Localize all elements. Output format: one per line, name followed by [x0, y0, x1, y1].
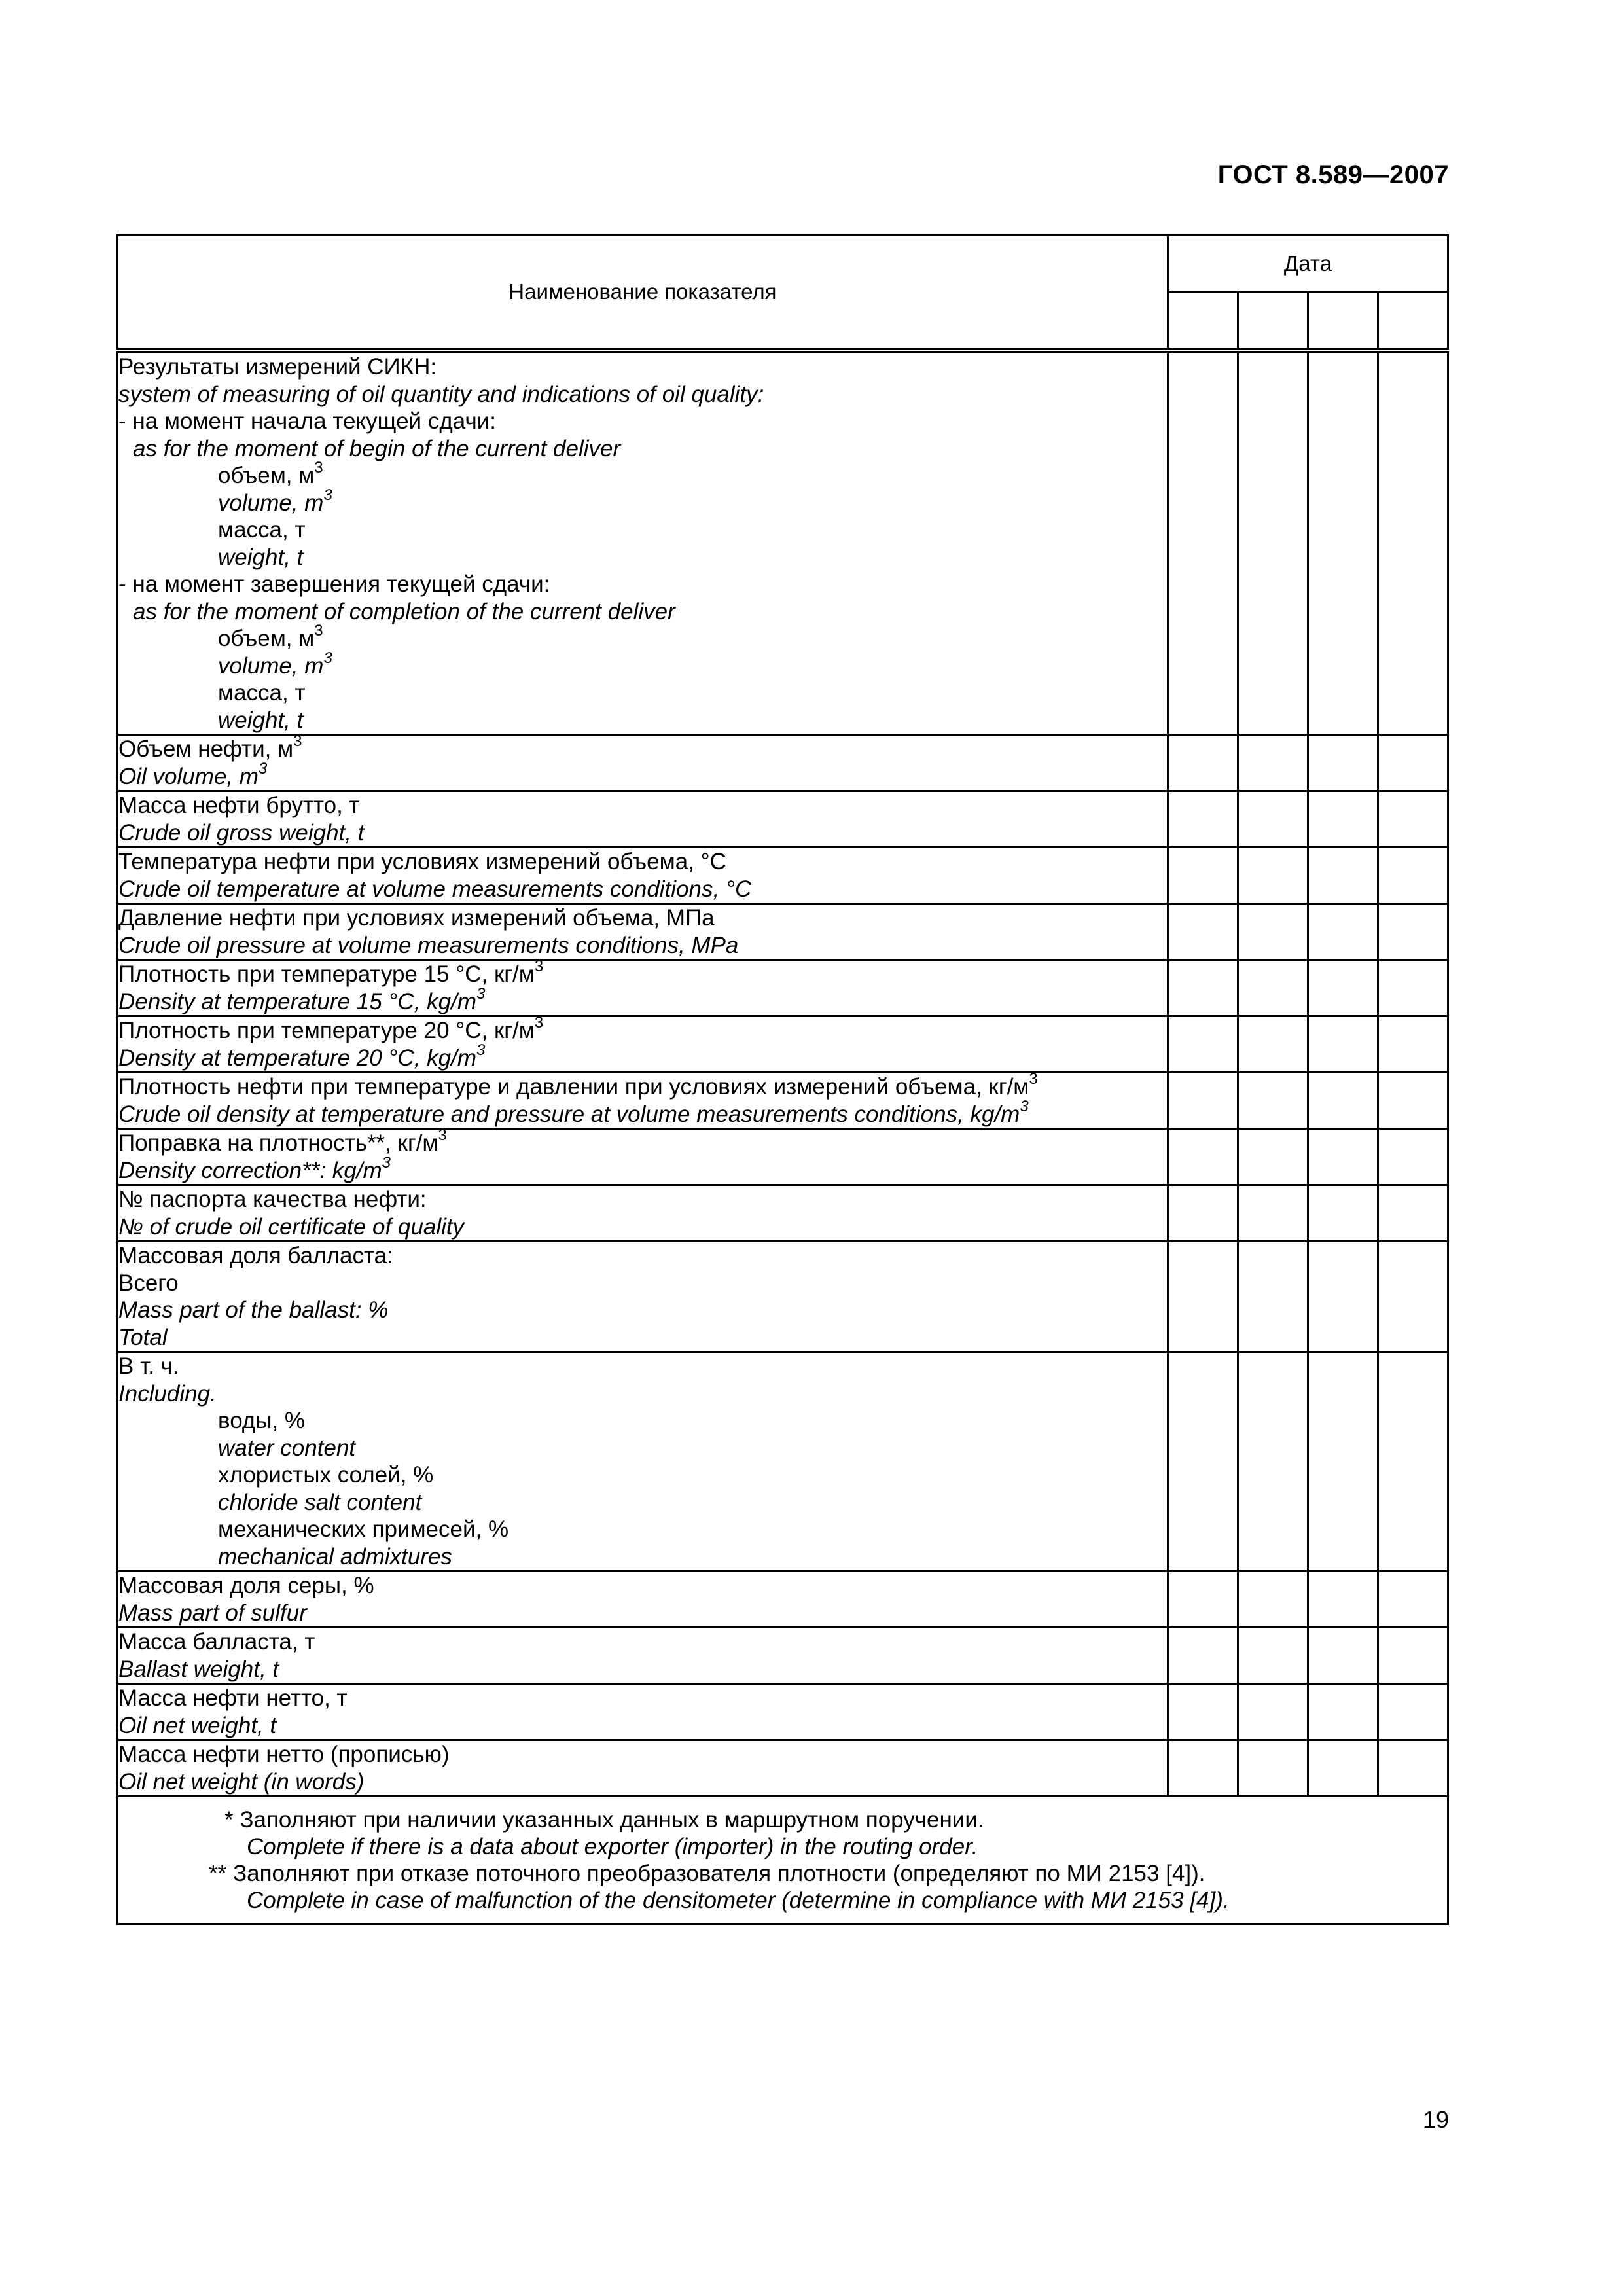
indicator-label-ru	[118, 571, 1167, 598]
table-row	[118, 1352, 1448, 1571]
indicator-label-text: Результаты измерений СИКН:	[118, 354, 437, 380]
indicator-label-text: weight, t	[218, 707, 304, 733]
indicator-label-en	[118, 1768, 1167, 1796]
indicator-label-ru	[118, 958, 1167, 988]
indicator-name-cell	[118, 1242, 1168, 1352]
footnote-2-ru: ** Заполняют при отказе поточного преобразователя плотности (определяют по МИ 2153 [4]).	[209, 1861, 1205, 1886]
date-value-cell[interactable]	[1308, 1073, 1378, 1129]
date-value-cell[interactable]	[1308, 351, 1378, 735]
indicator-label-text: as for the moment of begin of the current deliver	[133, 435, 621, 461]
indicator-name-cell	[118, 1628, 1168, 1684]
date-value-cell[interactable]	[1168, 960, 1238, 1016]
footnotes-cell	[118, 1797, 1448, 1924]
indicator-label-text: Давление нефти при условиях измерений объема, МПа	[118, 905, 715, 931]
page-number: 19	[1422, 2106, 1449, 2133]
date-value-cell[interactable]	[1378, 1129, 1448, 1185]
indicator-label-ru	[118, 1270, 1167, 1297]
date-value-cell[interactable]	[1308, 1185, 1378, 1242]
indicator-label-ru	[118, 1628, 1167, 1656]
unit-exponent: 3	[323, 649, 332, 667]
indicator-label-ru	[118, 1353, 1167, 1380]
date-value-cell[interactable]	[1238, 1628, 1308, 1684]
indicator-label-en	[118, 649, 1167, 680]
indicator-label-text: weight, t	[218, 544, 304, 570]
indicator-label-ru	[118, 1242, 1167, 1270]
indicator-label-ru	[118, 408, 1167, 435]
indicators-table	[116, 234, 1449, 1925]
indicator-name-cell	[118, 1684, 1168, 1740]
indicator-label-en	[118, 1153, 1167, 1185]
indicator-label-ru	[118, 792, 1167, 819]
date-column-4-header	[1378, 292, 1448, 351]
date-value-cell[interactable]	[1238, 1185, 1308, 1242]
table-row	[118, 1684, 1448, 1740]
indicator-label-ru	[118, 679, 1167, 707]
indicator-name-cell	[118, 1740, 1168, 1797]
indicator-label-ru	[118, 1407, 1167, 1435]
indicator-label-text: Oil net weight (in words)	[118, 1768, 365, 1795]
table-row	[118, 791, 1448, 848]
date-value-cell[interactable]	[1378, 1684, 1448, 1740]
date-value-cell[interactable]	[1308, 1684, 1378, 1740]
date-value-cell[interactable]	[1168, 1185, 1238, 1242]
date-value-cell[interactable]	[1308, 791, 1378, 848]
indicator-label-text: volume, m	[218, 490, 324, 516]
indicator-label-text: Including.	[118, 1380, 217, 1407]
date-value-cell[interactable]	[1168, 1684, 1238, 1740]
table-header-row	[118, 236, 1448, 292]
indicator-label-en	[118, 1041, 1167, 1072]
indicator-label-ru	[118, 1070, 1167, 1101]
unit-exponent: 3	[534, 1014, 544, 1032]
table-row	[118, 1129, 1448, 1185]
indicator-label-ru	[118, 622, 1167, 653]
date-value-cell[interactable]	[1308, 1016, 1378, 1073]
table-row	[118, 1073, 1448, 1129]
indicator-label-en	[118, 1712, 1167, 1740]
indicator-label-ru	[118, 1741, 1167, 1768]
date-value-cell[interactable]	[1378, 1352, 1448, 1571]
indicator-label-ru	[118, 353, 1167, 381]
date-value-cell[interactable]	[1168, 1073, 1238, 1129]
table-row	[118, 848, 1448, 904]
date-value-cell[interactable]	[1168, 1352, 1238, 1571]
date-value-cell[interactable]	[1168, 1242, 1238, 1352]
date-value-cell[interactable]	[1378, 791, 1448, 848]
indicator-label-ru	[118, 1685, 1167, 1712]
indicator-label-text: Oil net weight, t	[118, 1712, 277, 1738]
indicator-label-text: Массовая доля серы, %	[118, 1573, 374, 1598]
date-value-cell[interactable]	[1168, 351, 1238, 735]
indicator-label-en	[118, 1097, 1167, 1128]
table-row	[118, 735, 1448, 791]
date-value-cell[interactable]	[1238, 791, 1308, 848]
date-value-cell[interactable]	[1168, 1571, 1238, 1628]
footnotes-row	[118, 1797, 1448, 1924]
indicator-name-cell	[118, 732, 1168, 791]
table-row	[118, 960, 1448, 1016]
indicator-label-text: Масса нефти нетто, т	[118, 1685, 348, 1711]
date-value-cell[interactable]	[1238, 1352, 1308, 1571]
indicator-label-text: объем, м	[218, 626, 315, 651]
indicator-label-text: Crude oil pressure at volume measurements conditions, MPa	[118, 932, 739, 958]
table-row	[118, 1016, 1448, 1073]
indicator-label-en	[118, 598, 1167, 626]
indicator-label-text: масса, т	[218, 680, 306, 706]
table-row	[118, 1740, 1448, 1797]
indicator-label-text: В т. ч.	[118, 1354, 179, 1379]
indicator-name-cell	[118, 960, 1168, 1016]
document-code: ГОСТ 8.589—2007	[1217, 160, 1449, 189]
indicator-label-text: Масса нефти брутто, т	[118, 793, 360, 818]
indicator-label-text: механических примесей, %	[218, 1516, 509, 1542]
date-value-cell[interactable]	[1378, 1073, 1448, 1129]
date-value-cell[interactable]	[1238, 1016, 1308, 1073]
indicator-label-en	[118, 435, 1167, 463]
indicator-label-text: Массовая доля балласта:	[118, 1243, 393, 1268]
date-value-cell[interactable]	[1378, 960, 1448, 1016]
unit-exponent: 3	[258, 759, 268, 778]
indicator-label-ru	[118, 1572, 1167, 1600]
indicator-label-text: volume, m	[218, 653, 324, 679]
date-value-cell[interactable]	[1168, 1628, 1238, 1684]
indicator-label-text: Crude oil temperature at volume measurements conditions, °С	[118, 876, 752, 902]
date-value-cell[interactable]	[1378, 1016, 1448, 1073]
indicator-label-text: хлористых солей, %	[218, 1462, 434, 1488]
date-value-cell[interactable]	[1378, 1185, 1448, 1242]
indicator-label-text: Температура нефти при условиях измерений объема, °С	[118, 849, 726, 874]
unit-exponent: 3	[314, 459, 323, 477]
date-column-1-header	[1168, 292, 1238, 351]
indicator-label-en	[118, 1656, 1167, 1683]
date-value-cell[interactable]	[1308, 1740, 1378, 1797]
indicator-label-text: chloride salt content	[218, 1489, 422, 1515]
indicator-label-text: Oil volume, m	[118, 763, 259, 789]
date-value-cell[interactable]	[1378, 1242, 1448, 1352]
footnote-1-ru: * Заполняют при наличии указанных данных в маршрутном поручении.	[224, 1807, 984, 1833]
indicator-label-text: объем, м	[218, 463, 315, 488]
date-value-cell[interactable]	[1378, 1628, 1448, 1684]
indicator-name-cell	[118, 904, 1168, 960]
indicator-label-text: Плотность при температуре 20 °С, кг/м	[118, 1018, 535, 1043]
table-row	[118, 1571, 1448, 1628]
unit-exponent: 3	[314, 622, 323, 640]
date-value-cell[interactable]	[1238, 1571, 1308, 1628]
date-value-cell[interactable]	[1168, 1016, 1238, 1073]
indicator-label-en	[118, 984, 1167, 1016]
date-value-cell[interactable]	[1238, 351, 1308, 735]
date-value-cell[interactable]	[1378, 351, 1448, 735]
indicator-label-en	[118, 1600, 1167, 1627]
date-value-cell[interactable]	[1308, 735, 1378, 791]
indicator-label-text: water content	[218, 1435, 356, 1461]
indicator-label-text: Crude oil gross weight, t	[118, 819, 365, 846]
date-value-cell[interactable]	[1378, 1571, 1448, 1628]
indicator-label-ru	[118, 459, 1167, 490]
indicator-label-en	[118, 876, 1167, 903]
indicator-label-en	[118, 1489, 1167, 1516]
indicator-label-text: - на момент начала текущей сдачи:	[118, 408, 496, 434]
indicator-label-text: воды, %	[218, 1408, 306, 1433]
date-value-cell[interactable]	[1378, 848, 1448, 904]
indicator-label-en	[118, 1435, 1167, 1462]
date-value-cell[interactable]	[1308, 1352, 1378, 1571]
indicator-label-en	[118, 544, 1167, 571]
indicator-label-en	[118, 1324, 1167, 1352]
indicator-name-cell	[118, 1185, 1168, 1242]
indicator-label-ru	[118, 848, 1167, 876]
date-value-cell[interactable]	[1378, 904, 1448, 960]
date-value-cell[interactable]	[1308, 1571, 1378, 1628]
indicator-label-en	[118, 707, 1167, 734]
unit-exponent: 3	[534, 958, 544, 976]
indicator-label-en	[118, 1297, 1167, 1324]
indicator-name-cell	[118, 1070, 1168, 1129]
unit-exponent: 3	[1020, 1097, 1029, 1115]
indicator-label-text: Масса балласта, т	[118, 1629, 315, 1655]
indicator-label-ru	[118, 1462, 1167, 1489]
indicator-label-text: Density at temperature 15 °С, kg/m	[118, 988, 476, 1014]
indicator-label-text: Total	[118, 1324, 168, 1350]
indicator-label-text: Density correction**: kg/m	[118, 1157, 382, 1183]
indicator-name-cell	[118, 1126, 1168, 1185]
date-value-cell[interactable]	[1308, 848, 1378, 904]
indicator-label-en	[118, 1380, 1167, 1408]
indicator-label-en	[118, 1543, 1167, 1571]
unit-exponent: 3	[323, 486, 332, 504]
table-row	[118, 1242, 1448, 1352]
indicator-name-cell	[118, 1352, 1168, 1571]
indicator-label-ru	[118, 1186, 1167, 1213]
date-value-cell[interactable]	[1238, 904, 1308, 960]
indicator-label-text: Mass part of the ballast: %	[118, 1297, 389, 1323]
date-value-cell[interactable]	[1168, 1129, 1238, 1185]
indicator-label-text: mechanical admixtures	[218, 1543, 452, 1570]
indicator-label-text: масса, т	[218, 517, 306, 543]
date-value-cell[interactable]	[1238, 960, 1308, 1016]
date-value-cell[interactable]	[1168, 904, 1238, 960]
indicator-label-ru	[118, 732, 1167, 763]
table-row	[118, 351, 1448, 735]
date-value-cell[interactable]	[1308, 960, 1378, 1016]
indicator-label-ru	[118, 1126, 1167, 1157]
indicator-label-text: Плотность при температуре 15 °С, кг/м	[118, 961, 535, 987]
footnote-1-en: Complete if there is a data about exporter (importer) in the routing order.	[247, 1834, 978, 1859]
indicator-label-ru	[118, 905, 1167, 932]
indicator-name-cell	[118, 1571, 1168, 1628]
date-value-cell[interactable]	[1308, 1129, 1378, 1185]
indicator-label-en	[118, 486, 1167, 517]
indicator-name-cell	[118, 791, 1168, 848]
date-value-cell[interactable]	[1378, 1740, 1448, 1797]
indicator-label-text: Ballast weight, t	[118, 1656, 279, 1682]
indicator-label-text: as for the moment of completion of the current deliver	[133, 598, 675, 624]
indicator-label-text: Всего	[118, 1270, 179, 1296]
date-value-cell[interactable]	[1238, 1129, 1308, 1185]
table-row	[118, 1185, 1448, 1242]
date-value-cell[interactable]	[1238, 735, 1308, 791]
unit-exponent: 3	[476, 1041, 486, 1059]
indicator-label-text: Масса нефти нетто (прописью)	[118, 1742, 450, 1767]
date-value-cell[interactable]	[1238, 848, 1308, 904]
date-value-cell[interactable]	[1168, 791, 1238, 848]
indicator-name-cell	[118, 1016, 1168, 1073]
date-value-cell[interactable]	[1168, 735, 1238, 791]
unit-exponent: 3	[1029, 1070, 1038, 1088]
date-column-2-header	[1238, 292, 1308, 351]
date-value-cell[interactable]	[1308, 1242, 1378, 1352]
indicator-name-header: Наименование показателя	[118, 236, 1168, 351]
date-value-cell[interactable]	[1308, 904, 1378, 960]
date-value-cell[interactable]	[1238, 1242, 1308, 1352]
date-value-cell[interactable]	[1168, 1740, 1238, 1797]
unit-exponent: 3	[293, 732, 302, 751]
indicator-name-cell	[118, 351, 1168, 735]
indicator-label-ru	[118, 1516, 1167, 1543]
unit-exponent: 3	[382, 1153, 391, 1172]
indicator-label-text: Поправка на плотность**, кг/м	[118, 1130, 438, 1156]
date-column-3-header	[1308, 292, 1378, 351]
indicator-label-en	[118, 932, 1167, 960]
indicator-label-text: Объем нефти, м	[118, 736, 294, 762]
indicator-label-ru	[118, 516, 1167, 544]
unit-exponent: 3	[438, 1126, 447, 1145]
indicator-label-text: Density at temperature 20 °С, kg/m	[118, 1045, 476, 1071]
date-value-cell[interactable]	[1238, 1073, 1308, 1129]
date-value-cell[interactable]	[1308, 1628, 1378, 1684]
indicator-label-en	[118, 819, 1167, 847]
date-header: Дата	[1168, 236, 1448, 292]
date-value-cell[interactable]	[1378, 735, 1448, 791]
date-value-cell[interactable]	[1168, 848, 1238, 904]
indicator-label-en	[118, 759, 1167, 791]
indicator-name-cell	[118, 848, 1168, 904]
table-row	[118, 1628, 1448, 1684]
indicator-label-text: - на момент завершения текущей сдачи:	[118, 571, 550, 597]
indicator-label-en	[118, 1213, 1167, 1241]
date-value-cell[interactable]	[1238, 1740, 1308, 1797]
indicator-label-text: Crude oil density at temperature and pressure at volume measurements conditions, kg/m	[118, 1101, 1020, 1127]
unit-exponent: 3	[476, 984, 486, 1003]
date-value-cell[interactable]	[1238, 1684, 1308, 1740]
indicator-label-text: № паспорта качества нефти:	[118, 1187, 427, 1212]
indicator-label-text: Плотность нефти при температуре и давлении при условиях измерений объема, кг/м	[118, 1074, 1029, 1100]
indicator-label-en	[118, 381, 1167, 408]
indicator-label-text: Mass part of sulfur	[118, 1600, 307, 1626]
table-row	[118, 904, 1448, 960]
indicator-label-text: № of crude oil certificate of quality	[118, 1213, 465, 1240]
footnote-2-en: Complete in case of malfunction of the densitometer (determine in compliance with МИ 2153 [4]).	[247, 1888, 1230, 1913]
indicator-label-ru	[118, 1014, 1167, 1045]
indicator-label-text: system of measuring of oil quantity and indications of oil quality:	[118, 381, 764, 407]
